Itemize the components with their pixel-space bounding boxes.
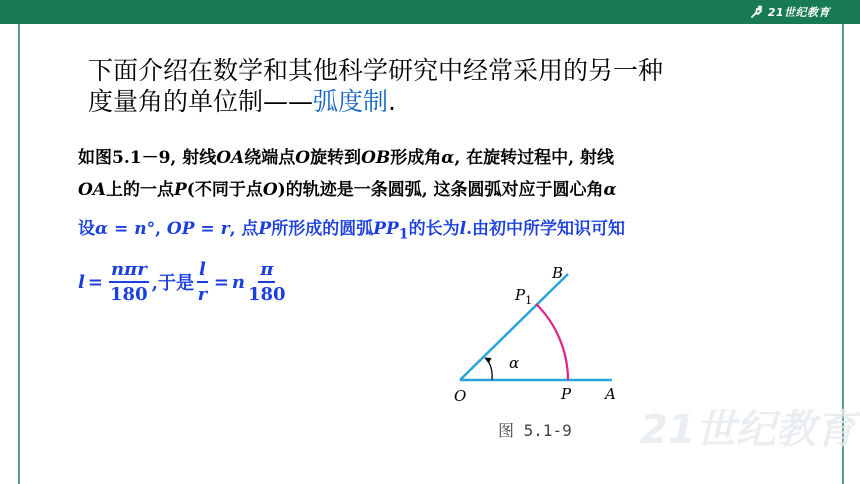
p3-arc-pp1: PP — [373, 219, 399, 239]
p3-r: r — [220, 219, 230, 239]
radian-term: 弧度制 — [313, 87, 389, 116]
intro-line-2 — [88, 86, 788, 117]
fraction-numerator: l — [197, 260, 208, 283]
watermark: 21世纪教育 — [640, 407, 856, 453]
logo-text: 21世纪教育 — [767, 6, 830, 19]
label-p: P — [561, 385, 572, 403]
p3-n: n — [134, 219, 147, 239]
frame-left-border — [18, 24, 20, 484]
p3-l: l — [459, 219, 467, 239]
p2-alpha: α — [603, 180, 617, 200]
p2-text: 上的一点 — [106, 180, 174, 200]
intro-text — [88, 55, 788, 117]
fraction-l-r — [197, 260, 208, 305]
fraction-npir-180 — [109, 260, 149, 305]
formula-equals: = — [213, 271, 229, 293]
p1-text: 如图5.1－9, 射线 — [78, 148, 217, 168]
label-a: A — [605, 385, 616, 403]
fraction-numerator: nπr — [109, 260, 149, 283]
brand-logo — [749, 3, 830, 21]
p1-ray-oa: OA — [216, 148, 245, 168]
label-p1 — [514, 286, 532, 307]
p1-text: 绕端点 — [244, 148, 296, 168]
fraction-numerator: π — [258, 260, 275, 283]
fraction-denominator: 180 — [248, 283, 286, 305]
formula-l: l — [78, 271, 85, 293]
p3-alpha: α — [95, 219, 109, 239]
intro-line-1: 下面介绍在数学和其他科学研究中经常采用的另一种 — [88, 56, 664, 85]
label-p1-letter: P — [515, 286, 526, 304]
p3-text: = — [108, 219, 135, 239]
p2-text: )的轨迹是一条圆弧, 这条圆弧对应于圆心角 — [277, 180, 604, 200]
arc-pp1 — [536, 304, 568, 380]
p2-point-p: P — [174, 180, 187, 200]
label-alpha: α — [509, 354, 520, 372]
formula-n: n — [231, 271, 245, 293]
paragraph-3 — [78, 217, 808, 246]
fraction-denominator: r — [197, 283, 208, 305]
p3-subscript: 1 — [398, 226, 409, 243]
p3-text: 所形成的圆弧 — [271, 219, 374, 239]
p2-ray-oa: OA — [78, 180, 106, 200]
angle-arrow — [488, 361, 492, 380]
fraction-pi-180 — [248, 260, 286, 305]
angle-diagram — [440, 262, 640, 412]
label-b: B — [552, 264, 564, 282]
formula-connector: ,于是 — [151, 273, 194, 294]
runner-icon — [749, 5, 765, 19]
intro-line-2-suffix: . — [388, 87, 396, 116]
p3-text: °, — [146, 219, 167, 239]
p1-text: 旋转到 — [310, 148, 362, 168]
top-bar — [0, 0, 860, 24]
p3-text: , 点 — [229, 219, 259, 239]
intro-line-2-prefix: 度量角的单位制—— — [88, 87, 314, 116]
p1-text: , 在旋转过程中, 射线 — [454, 148, 615, 168]
p1-text: 形成角 — [390, 148, 442, 168]
p2-text: (不同于点 — [186, 180, 263, 200]
p3-text: 的长为 — [408, 219, 460, 239]
fraction-denominator: 180 — [110, 283, 148, 305]
p3-point-p: P — [258, 219, 272, 239]
label-p1-subscript: 1 — [525, 294, 533, 307]
p2-point-o: O — [262, 180, 278, 200]
p3-text: 设 — [78, 219, 95, 239]
p3-op: OP — [166, 219, 195, 239]
p1-point-o: O — [295, 148, 311, 168]
p3-text: = — [194, 219, 221, 239]
formula-equals: = — [87, 271, 103, 293]
paragraph-2 — [78, 178, 808, 202]
paragraph-1 — [78, 146, 808, 170]
label-o: O — [454, 387, 467, 405]
figure-caption: 图 5.1-9 — [498, 421, 572, 440]
arc-length-formula — [78, 254, 289, 310]
arrow-head-icon — [484, 358, 491, 364]
p1-alpha: α — [441, 148, 455, 168]
p1-ray-ob: OB — [361, 148, 391, 168]
p3-text: .由初中所学知识可知 — [466, 219, 626, 239]
